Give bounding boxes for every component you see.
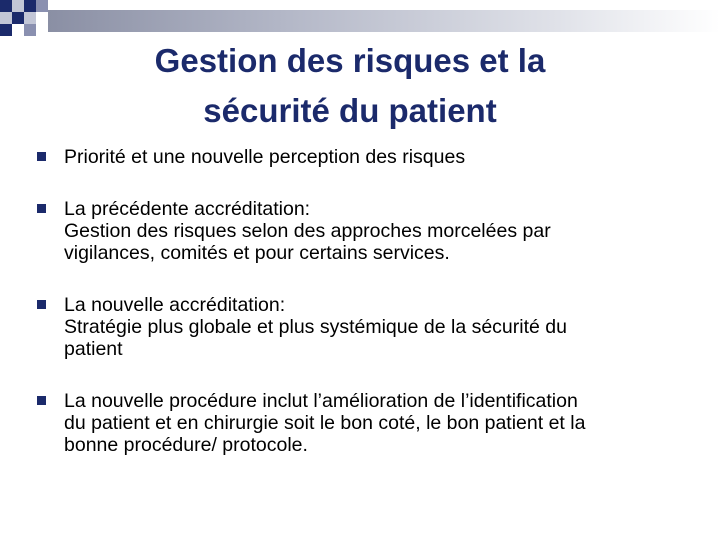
header-gradient-bar: [48, 10, 720, 32]
bullet-item-4: [30, 390, 710, 456]
square-bullet-icon: [37, 396, 46, 405]
bullet-2-line-3: vigilances, comités et pour certains services.: [64, 242, 450, 264]
bullet-1-line-1: Priorité et une nouvelle perception des risques: [64, 146, 466, 168]
bullet-3-line-1: La nouvelle accréditation:: [64, 294, 286, 316]
square-bullet-icon: [37, 152, 46, 161]
slide-title-line-1: Gestion des risques et la: [154, 42, 546, 79]
bullet-3-line-2: Stratégie plus globale et plus systémique de la sécurité du: [64, 316, 567, 338]
bullet-4-line-3: bonne procédure/ protocole.: [64, 434, 308, 456]
square-bullet-icon: [37, 300, 46, 309]
bullet-list: [30, 146, 710, 486]
bullet-2-line-1: La précédente accréditation:: [64, 198, 311, 220]
bullet-3-line-3: patient: [64, 338, 123, 360]
slide-title: [60, 36, 640, 136]
bullet-item-2: [30, 198, 710, 264]
slide-title-line-2: sécurité du patient: [203, 92, 497, 129]
bullet-item-1: [30, 146, 710, 168]
bullet-item-3: [30, 294, 710, 360]
square-bullet-icon: [37, 204, 46, 213]
bullet-4-line-2: du patient et en chirurgie soit le bon coté, le bon patient et la: [64, 412, 586, 434]
bullet-4-line-1: La nouvelle procédure inclut l’amélioration de l’identification: [64, 390, 578, 412]
bullet-2-line-2: Gestion des risques selon des approches morcelées par: [64, 220, 551, 242]
